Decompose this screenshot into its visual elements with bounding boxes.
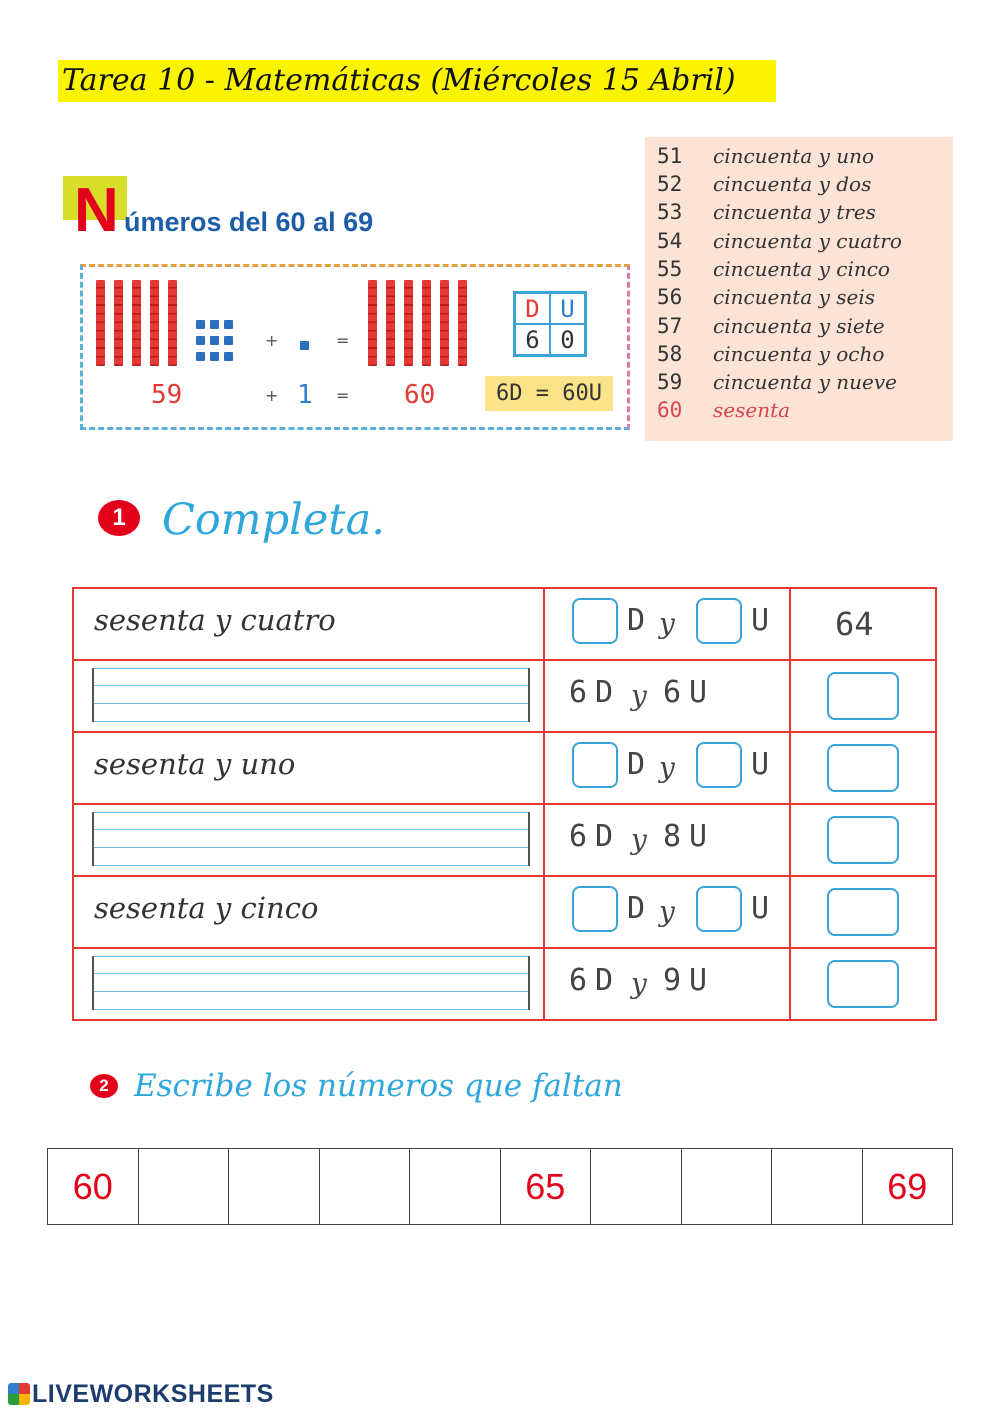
- exercise-1-title: Completa.: [162, 495, 385, 545]
- list-item: 60 sesenta: [657, 398, 791, 422]
- table-row: [74, 949, 935, 1019]
- words-writing-lines[interactable]: [92, 668, 530, 722]
- list-item: 53 cincuenta y tres: [657, 200, 876, 224]
- number-words: sesenta y cuatro: [94, 603, 336, 637]
- tens-label: D: [595, 675, 614, 710]
- unit-cube: [210, 352, 219, 361]
- and-label: y: [659, 751, 675, 784]
- units-label: U: [751, 747, 770, 782]
- words-writing-lines[interactable]: [92, 812, 530, 866]
- sequence-input[interactable]: [682, 1149, 773, 1224]
- table-row: [74, 733, 935, 805]
- tens-value: 6: [569, 819, 588, 854]
- unit-cube: [210, 336, 219, 345]
- header-title: úmeros del 60 al 69: [124, 207, 374, 237]
- du-value-u: 0: [550, 324, 585, 355]
- logo-icon: [8, 1383, 30, 1405]
- tens-label: D: [595, 819, 614, 854]
- exercise-1-badge: 1: [98, 500, 140, 536]
- and-label: y: [659, 607, 675, 640]
- number-words: sesenta y uno: [94, 747, 296, 781]
- number-words: sesenta y cinco: [94, 891, 319, 925]
- sequence-cell: 60: [48, 1149, 139, 1224]
- ten-rod: [404, 280, 413, 366]
- sequence-input[interactable]: [139, 1149, 230, 1224]
- number-59: 59: [151, 380, 183, 410]
- tens-label: D: [627, 603, 646, 638]
- exercise-1-table: [72, 587, 937, 1021]
- liveworksheets-logo[interactable]: [8, 1380, 274, 1409]
- list-item: 58 cincuenta y ocho: [657, 342, 885, 366]
- logo-text: LIVEWORKSHEETS: [32, 1380, 274, 1408]
- ten-rod: [422, 280, 431, 366]
- units-input[interactable]: [696, 742, 742, 788]
- equals-sign: =: [336, 386, 350, 405]
- ten-rod: [168, 280, 177, 366]
- ten-rod: [114, 280, 123, 366]
- units-label: U: [689, 675, 708, 710]
- number-sequence: [47, 1148, 953, 1225]
- tens-value: 6: [569, 675, 588, 710]
- number-input[interactable]: [827, 672, 899, 720]
- units-label: U: [751, 891, 770, 926]
- exercise-2-badge: 2: [90, 1074, 118, 1098]
- unit-cube: [300, 341, 309, 350]
- table-row: [74, 805, 935, 877]
- number-60: 60: [404, 380, 436, 410]
- list-item: 54 cincuenta y cuatro: [657, 229, 902, 253]
- du-header-d: D: [515, 293, 550, 324]
- number-input[interactable]: [827, 960, 899, 1008]
- unit-cube: [210, 320, 219, 329]
- list-item: 56 cincuenta y seis: [657, 285, 876, 309]
- list-item: 52 cincuenta y dos: [657, 172, 872, 196]
- number-input[interactable]: [827, 888, 899, 936]
- tens-input[interactable]: [572, 886, 618, 932]
- unit-cube: [196, 336, 205, 345]
- sequence-input[interactable]: [229, 1149, 320, 1224]
- and-label: y: [659, 895, 675, 928]
- tens-input[interactable]: [572, 742, 618, 788]
- and-label: y: [631, 967, 647, 1000]
- table-row: [74, 661, 935, 733]
- ten-rod: [458, 280, 467, 366]
- du-value-d: 6: [515, 324, 550, 355]
- ten-rod: [150, 280, 159, 366]
- and-label: y: [631, 679, 647, 712]
- number-value: 64: [835, 605, 874, 643]
- sequence-input[interactable]: [410, 1149, 501, 1224]
- table-row: [74, 877, 935, 949]
- number-1: 1: [297, 380, 313, 410]
- equals-sign: =: [336, 331, 350, 350]
- equivalence-label: 6D = 60U: [485, 376, 613, 411]
- sequence-cell: 69: [887, 1165, 928, 1207]
- header-letter: N: [74, 176, 119, 245]
- du-table: [513, 291, 587, 357]
- number-input[interactable]: [827, 816, 899, 864]
- units-input[interactable]: [696, 598, 742, 644]
- unit-cube: [196, 352, 205, 361]
- sequence-input[interactable]: [772, 1149, 863, 1224]
- tens-value: 6: [569, 963, 588, 998]
- plus-sign: +: [265, 331, 279, 350]
- unit-cube: [224, 320, 233, 329]
- page-title: Tarea 10 - Matemáticas (Miércoles 15 Abril): [58, 60, 776, 102]
- ten-rod: [440, 280, 449, 366]
- ten-rod: [132, 280, 141, 366]
- unit-cube: [224, 352, 233, 361]
- units-label: U: [689, 963, 708, 998]
- du-header-u: U: [550, 293, 585, 324]
- sequence-input[interactable]: [320, 1149, 411, 1224]
- tens-label: D: [627, 891, 646, 926]
- units-label: U: [689, 819, 708, 854]
- ten-rod: [368, 280, 377, 366]
- and-label: y: [631, 823, 647, 856]
- table-row: [74, 589, 935, 661]
- units-value: 8: [663, 819, 682, 854]
- number-list: [645, 137, 953, 441]
- list-item: 55 cincuenta y cinco: [657, 257, 890, 281]
- sequence-cell: 65: [501, 1149, 592, 1224]
- list-item: 59 cincuenta y nueve: [657, 370, 897, 394]
- unit-cube: [196, 320, 205, 329]
- words-writing-lines[interactable]: [92, 956, 530, 1010]
- sequence-input[interactable]: [591, 1149, 682, 1224]
- ten-rod: [386, 280, 395, 366]
- tens-label: D: [595, 963, 614, 998]
- list-item: 57 cincuenta y siete: [657, 314, 885, 338]
- units-value: 9: [663, 963, 682, 998]
- ten-rod: [96, 280, 105, 366]
- number-input[interactable]: [827, 744, 899, 792]
- tens-label: D: [627, 747, 646, 782]
- plus-sign: +: [265, 386, 279, 405]
- units-input[interactable]: [696, 886, 742, 932]
- exercise-2-title: Escribe los números que faltan: [134, 1068, 623, 1104]
- units-value: 6: [663, 675, 682, 710]
- tens-input[interactable]: [572, 598, 618, 644]
- list-item: 51 cincuenta y uno: [657, 144, 875, 168]
- unit-cube: [224, 336, 233, 345]
- units-label: U: [751, 603, 770, 638]
